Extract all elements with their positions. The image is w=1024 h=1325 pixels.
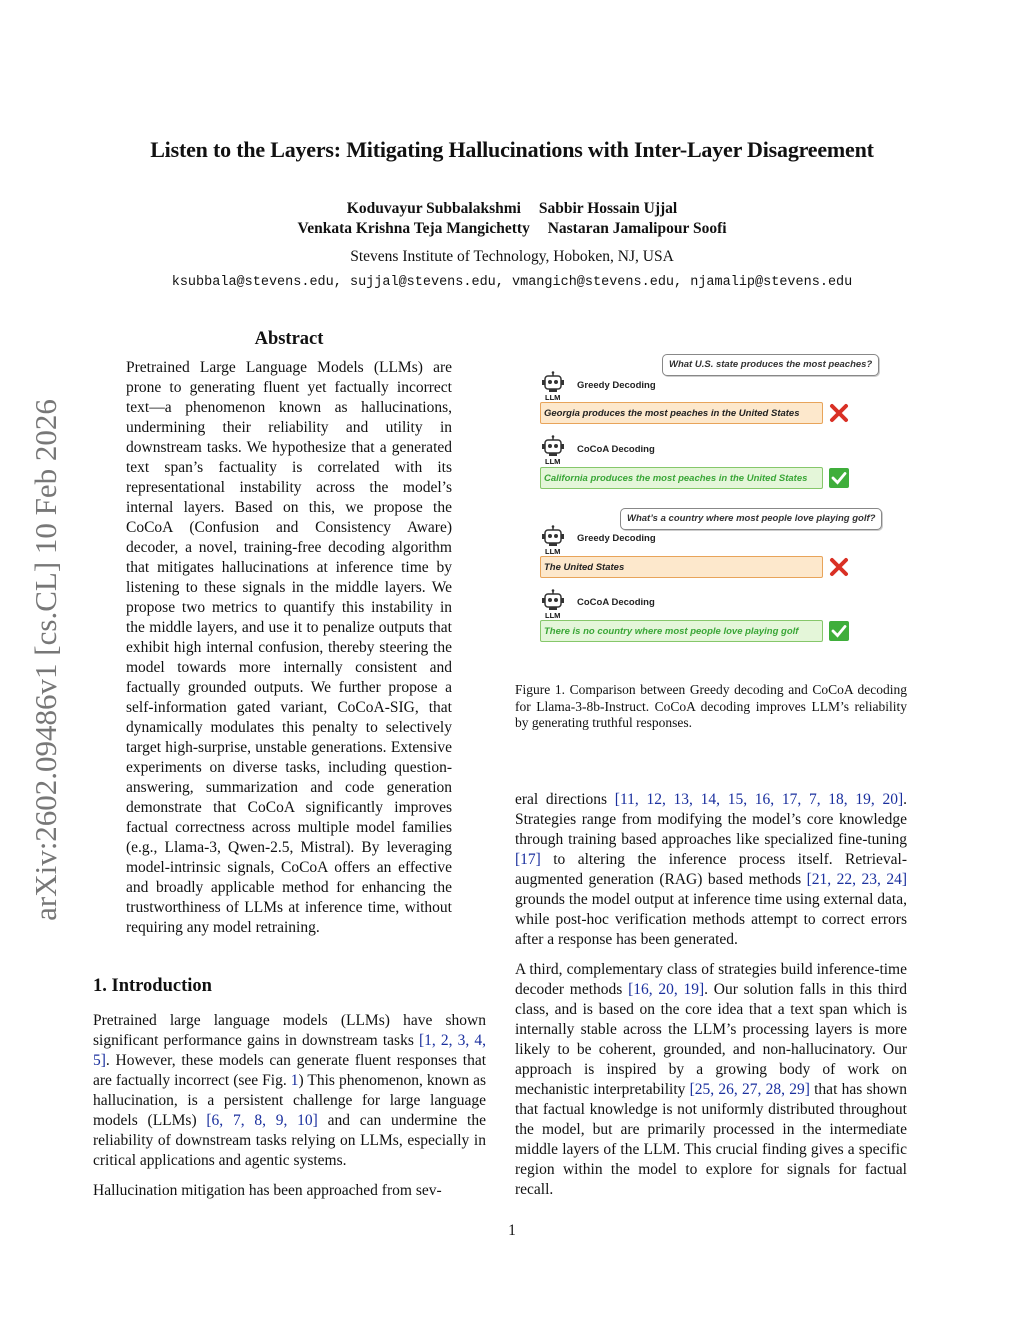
text-run: and can undermine the reliability of downstream tasks relying on LLMs, especially in critical applications and agentic systems. [93,1112,486,1169]
llm-robot-icon [540,589,566,624]
figure-1 [520,345,890,655]
greedy-decoding-label: Greedy Decoding [577,380,656,391]
authors-line-1 [0,200,1024,218]
llm-label: LLM [545,547,561,556]
author-name: Sabbir Hossain Ujjal [538,200,678,217]
author-name: Venkata Krishna Teja Mangichetty [297,220,530,237]
text-run: . However, these models can generate fluent responses that are factually incorrect (see Fig. [93,1052,486,1089]
question-bubble: What U.S. state produces the most peaches? [662,354,879,376]
question-bubble: What’s a country where most people love playing golf? [620,508,882,530]
text-run: that has shown that factual knowledge is not uniformly distributed throughout the model, but are primarily processed in the intermediate middle layers of the LLM. This crucial finding gives a specific region within the model to explore for signals for factual recall. [515,1081,907,1198]
right-column-body [515,790,907,1210]
checkmark-icon [828,620,850,642]
page-number: 1 [508,1222,516,1239]
checkmark-icon [828,467,850,489]
citation-link[interactable]: [16, 20, 19] [628,981,705,998]
author-emails: ksubbala@stevens.edu, sujjal@stevens.edu, vmangich@stevens.edu, njamalip@stevens.edu [171,275,853,290]
introduction-heading: 1. Introduction [93,976,212,996]
cross-icon [828,556,850,578]
cocoa-decoding-label: CoCoA Decoding [577,597,655,608]
left-column-body [93,1011,486,1211]
text-run: Pretrained large language models (LLMs) have shown significant performance gains in downstream tasks [93,1012,486,1049]
text-run: ) This phenomenon, known as hallucination, is a persistent challenge for large language models (LLMs) [93,1072,486,1129]
intro-paragraph-3 [515,960,907,1200]
llm-label: LLM [545,611,561,620]
affiliation: Stevens Institute of Technology, Hoboken, NJ, USA [350,248,674,265]
cocoa-answer: California produces the most peaches in the United States [540,467,823,489]
llm-label: LLM [545,457,561,466]
arxiv-identifier: arXiv:2602.09486v1 [cs.CL] 10 Feb 2026 [28,399,63,921]
citation-link[interactable]: [21, 22, 23, 24] [806,871,908,888]
llm-robot-icon [540,435,566,470]
greedy-answer: Georgia produces the most peaches in the United States [540,402,823,424]
author-name: Koduvayur Subbalakshmi [346,200,521,217]
text-run: . Our solution falls in this third class, and is based on the core idea that a text span which is internally stable across the LLM’s processing layers is more likely to be coherent, grounded, and non-hallucinatory. Our approach is inspired by a growing body of work on mechanistic interpretability [515,981,907,1098]
intro-paragraph-2-start: Hallucination mitigation has been approached from sev- [93,1182,442,1199]
cross-icon [828,402,850,424]
intro-paragraph-2-end [515,790,907,950]
citation-link[interactable]: [6, 7, 8, 9, 10] [206,1112,318,1129]
abstract-heading: Abstract [254,329,324,349]
intro-paragraph-1 [93,1011,486,1171]
cocoa-decoding-label: CoCoA Decoding [577,444,655,455]
llm-robot-icon [540,371,566,406]
paper-title: Listen to the Layers: Mitigating Hallucinations with Inter-Layer Disagreement [150,137,874,162]
llm-label: LLM [545,393,561,402]
text-run: to altering the inference process itself. Retrieval-augmented generation (RAG) based methods [515,851,907,888]
citation-link[interactable]: [25, 26, 27, 28, 29] [689,1081,810,1098]
llm-robot-icon [540,525,566,560]
text-run: A third, complementary class of strategies build inference-time decoder methods [515,961,907,998]
author-name: Nastaran Jamalipour Soofi [547,220,727,237]
citation-link[interactable]: [17] [515,851,541,868]
cocoa-answer: There is no country where most people love playing golf [540,620,823,642]
text-run: . Strategies range from modifying the model’s core knowledge through training based approaches like specialized fine-tuning [515,791,908,848]
text-run: grounds the model output at inference time using external data, while post-hoc verification methods attempt to correct errors after a response has been generated. [515,891,907,948]
abstract-text: Pretrained Large Language Models (LLMs) are prone to generating fluent yet factually incorrect text—a phenomenon known as hallucinations, undermining their reliability and utility in downstream tasks. We hypothesize that a generated text span’s factuality is correlated with its representational instability across the model’s internal layers. Based on this, we propose the CoCoA (Confusion and Consistency Aware) decoder, a novel, training-free decoding algorithm that mitigates hallucinations at inference time by listening to these signals in the middle layers. We propose two metrics to quantify this instability in the middle layers, and use it to penalize outputs that exhibit high internal confusion, thereby steering the model towards more internally consistent and factually grounded outputs. We further propose a self-information gated variant, CoCoA-SIG, that dynamically modulates this penalty to selectively target high-surprise, unstable generations. Extensive experiments on diverse tasks, including question-answering, summarization and code generation demonstrate that CoCoA significantly improves factual correctness across multiple model families (e.g., Llama-3, Qwen-2.5, Mistral). By leveraging model-intrinsic signals, CoCoA offers an effective and broadly applicable method for enhancing the trustworthiness of LLMs at inference time, without requiring any model retraining. [126,359,452,936]
greedy-decoding-label: Greedy Decoding [577,533,656,544]
citation-link[interactable]: [1, 2, 3, 4, 5] [93,1032,486,1069]
figure-caption: Figure 1. Comparison between Greedy decoding and CoCoA decoding for Llama-3-8b-Instruct. CoCoA decoding improves LLM’s reliability by generating truthful responses. [515,682,907,730]
figure-link[interactable]: 1 [290,1072,299,1089]
authors-line-2 [0,220,1024,238]
greedy-answer: The United States [540,556,823,578]
text-run: eral directions [515,791,615,808]
citation-link[interactable]: [11, 12, 13, 14, 15, 16, 17, 7, 18, 19, 20] [614,791,904,808]
